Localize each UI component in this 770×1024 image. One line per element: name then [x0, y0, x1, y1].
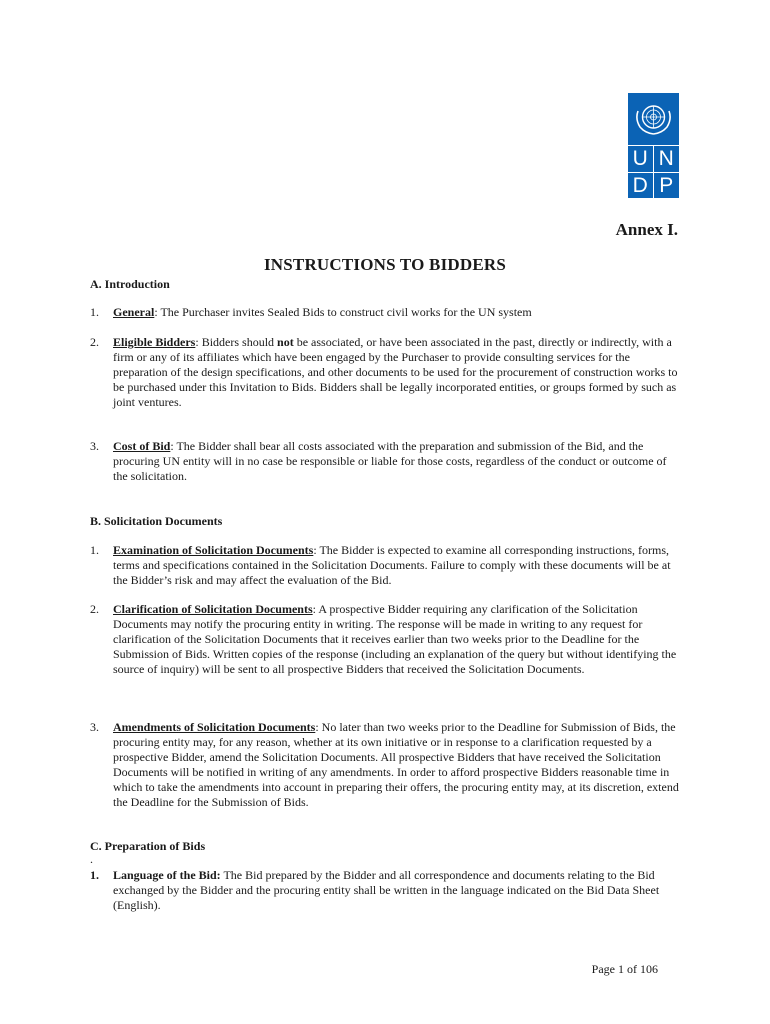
- item-term: Examination of Solicitation Documents: [113, 543, 314, 557]
- list-item-general: [90, 305, 680, 320]
- section-heading-introduction: A. Introduction: [90, 277, 170, 291]
- page-title: INSTRUCTIONS TO BIDDERS: [263, 255, 507, 274]
- undp-logo: [628, 93, 679, 198]
- list-item-language: [90, 868, 680, 913]
- item-text: : The Bidder shall bear all costs associated with the preparation and submission of the Bid, and the procuring UN entity will in no case be responsible or liable for those costs, regardless of the conduct or outcome of the solicitation.: [113, 439, 667, 483]
- un-emblem-icon: [628, 93, 679, 144]
- item-text: : No later than two weeks prior to the Deadline for Submission of Bids, the procuring entity may, for any reason, whether at its own initiative or in response to a clarification requested by a prospective Bidder, amend the Solicitation Documents. All prospective Bidders that have received the Solicitation Documents will be notified in writing of any amendments. In order to afford prospective Bidders reasonable time in which to take the amendments into account in preparing their offers, the procuring entity may, at its discretion, extend the Deadline for the Submission of Bids.: [113, 720, 679, 809]
- item-emphasis: not: [277, 335, 294, 349]
- list-item-amendments: [90, 720, 680, 810]
- list-item-examination: [90, 543, 680, 588]
- list-item-cost-of-bid: [90, 439, 680, 484]
- logo-letter: U: [628, 145, 654, 172]
- undp-letters: [628, 145, 679, 198]
- item-term: Cost of Bid: [113, 439, 171, 453]
- stray-period: .: [90, 852, 93, 866]
- annex-label: Annex I.: [615, 220, 678, 239]
- item-term: General: [113, 305, 155, 319]
- item-term: Amendments of Solicitation Documents: [113, 720, 316, 734]
- list-item-clarification: [90, 602, 680, 677]
- item-number: 1.: [90, 868, 99, 882]
- item-number: 2.: [90, 335, 99, 349]
- logo-letter: N: [654, 145, 680, 172]
- item-text-pre: : Bidders should: [195, 335, 278, 349]
- section-heading-preparation-of-bids: C. Preparation of Bids: [90, 839, 206, 853]
- logo-letter: P: [654, 172, 680, 199]
- item-number: 3.: [90, 439, 99, 453]
- item-number: 1.: [90, 305, 99, 319]
- item-term: Eligible Bidders: [113, 335, 196, 349]
- list-item-eligible-bidders: [90, 335, 680, 410]
- logo-letter: D: [628, 172, 654, 199]
- item-term: Clarification of Solicitation Documents: [113, 602, 313, 616]
- item-text: : The Purchaser invites Sealed Bids to construct civil works for the UN system: [154, 305, 532, 319]
- item-text: : The Bidder is expected to examine all corresponding instructions, forms, terms and specifications contained in the Solicitation Documents. Failure to comply with these documents will be at the Bidder’s risk and may affect the evaluation of the Bid.: [113, 543, 671, 587]
- item-text: The Bid prepared by the Bidder and all correspondence and documents relating to the Bid exchanged by the Bidder and the procuring entity shall be written in the language indicated on the Bid Data Sheet (English).: [113, 868, 660, 912]
- page-number: Page 1 of 106: [591, 962, 658, 976]
- item-text: : A prospective Bidder requiring any clarification of the Solicitation Documents may notify the procuring entity in writing. The response will be made in writing to any request for clarification of the Solicitation Documents that it receives earlier than two weeks prior to the Deadline for the Submission of Bids. Written copies of the response (including an explanation of the query but without identifying the source of inquiry) will be sent to all prospective Bidders that received the Solicitation Documents.: [113, 602, 677, 676]
- item-text: be associated, or have been associated in the past, directly or indirectly, with a firm or any of its affiliates which have been engaged by the Purchaser to provide consulting services for the preparation of the design specifications, and other documents to be used for the procurement of construction works to be purchased under this Invitation to Bids. Bidders shall be legally incorporated entities, or groups formed by such as joint ventures.: [113, 335, 678, 409]
- item-number: 2.: [90, 602, 99, 616]
- section-heading-solicitation-documents: B. Solicitation Documents: [90, 514, 223, 528]
- item-number: 3.: [90, 720, 99, 734]
- item-term: Language of the Bid:: [113, 868, 221, 882]
- item-number: 1.: [90, 543, 99, 557]
